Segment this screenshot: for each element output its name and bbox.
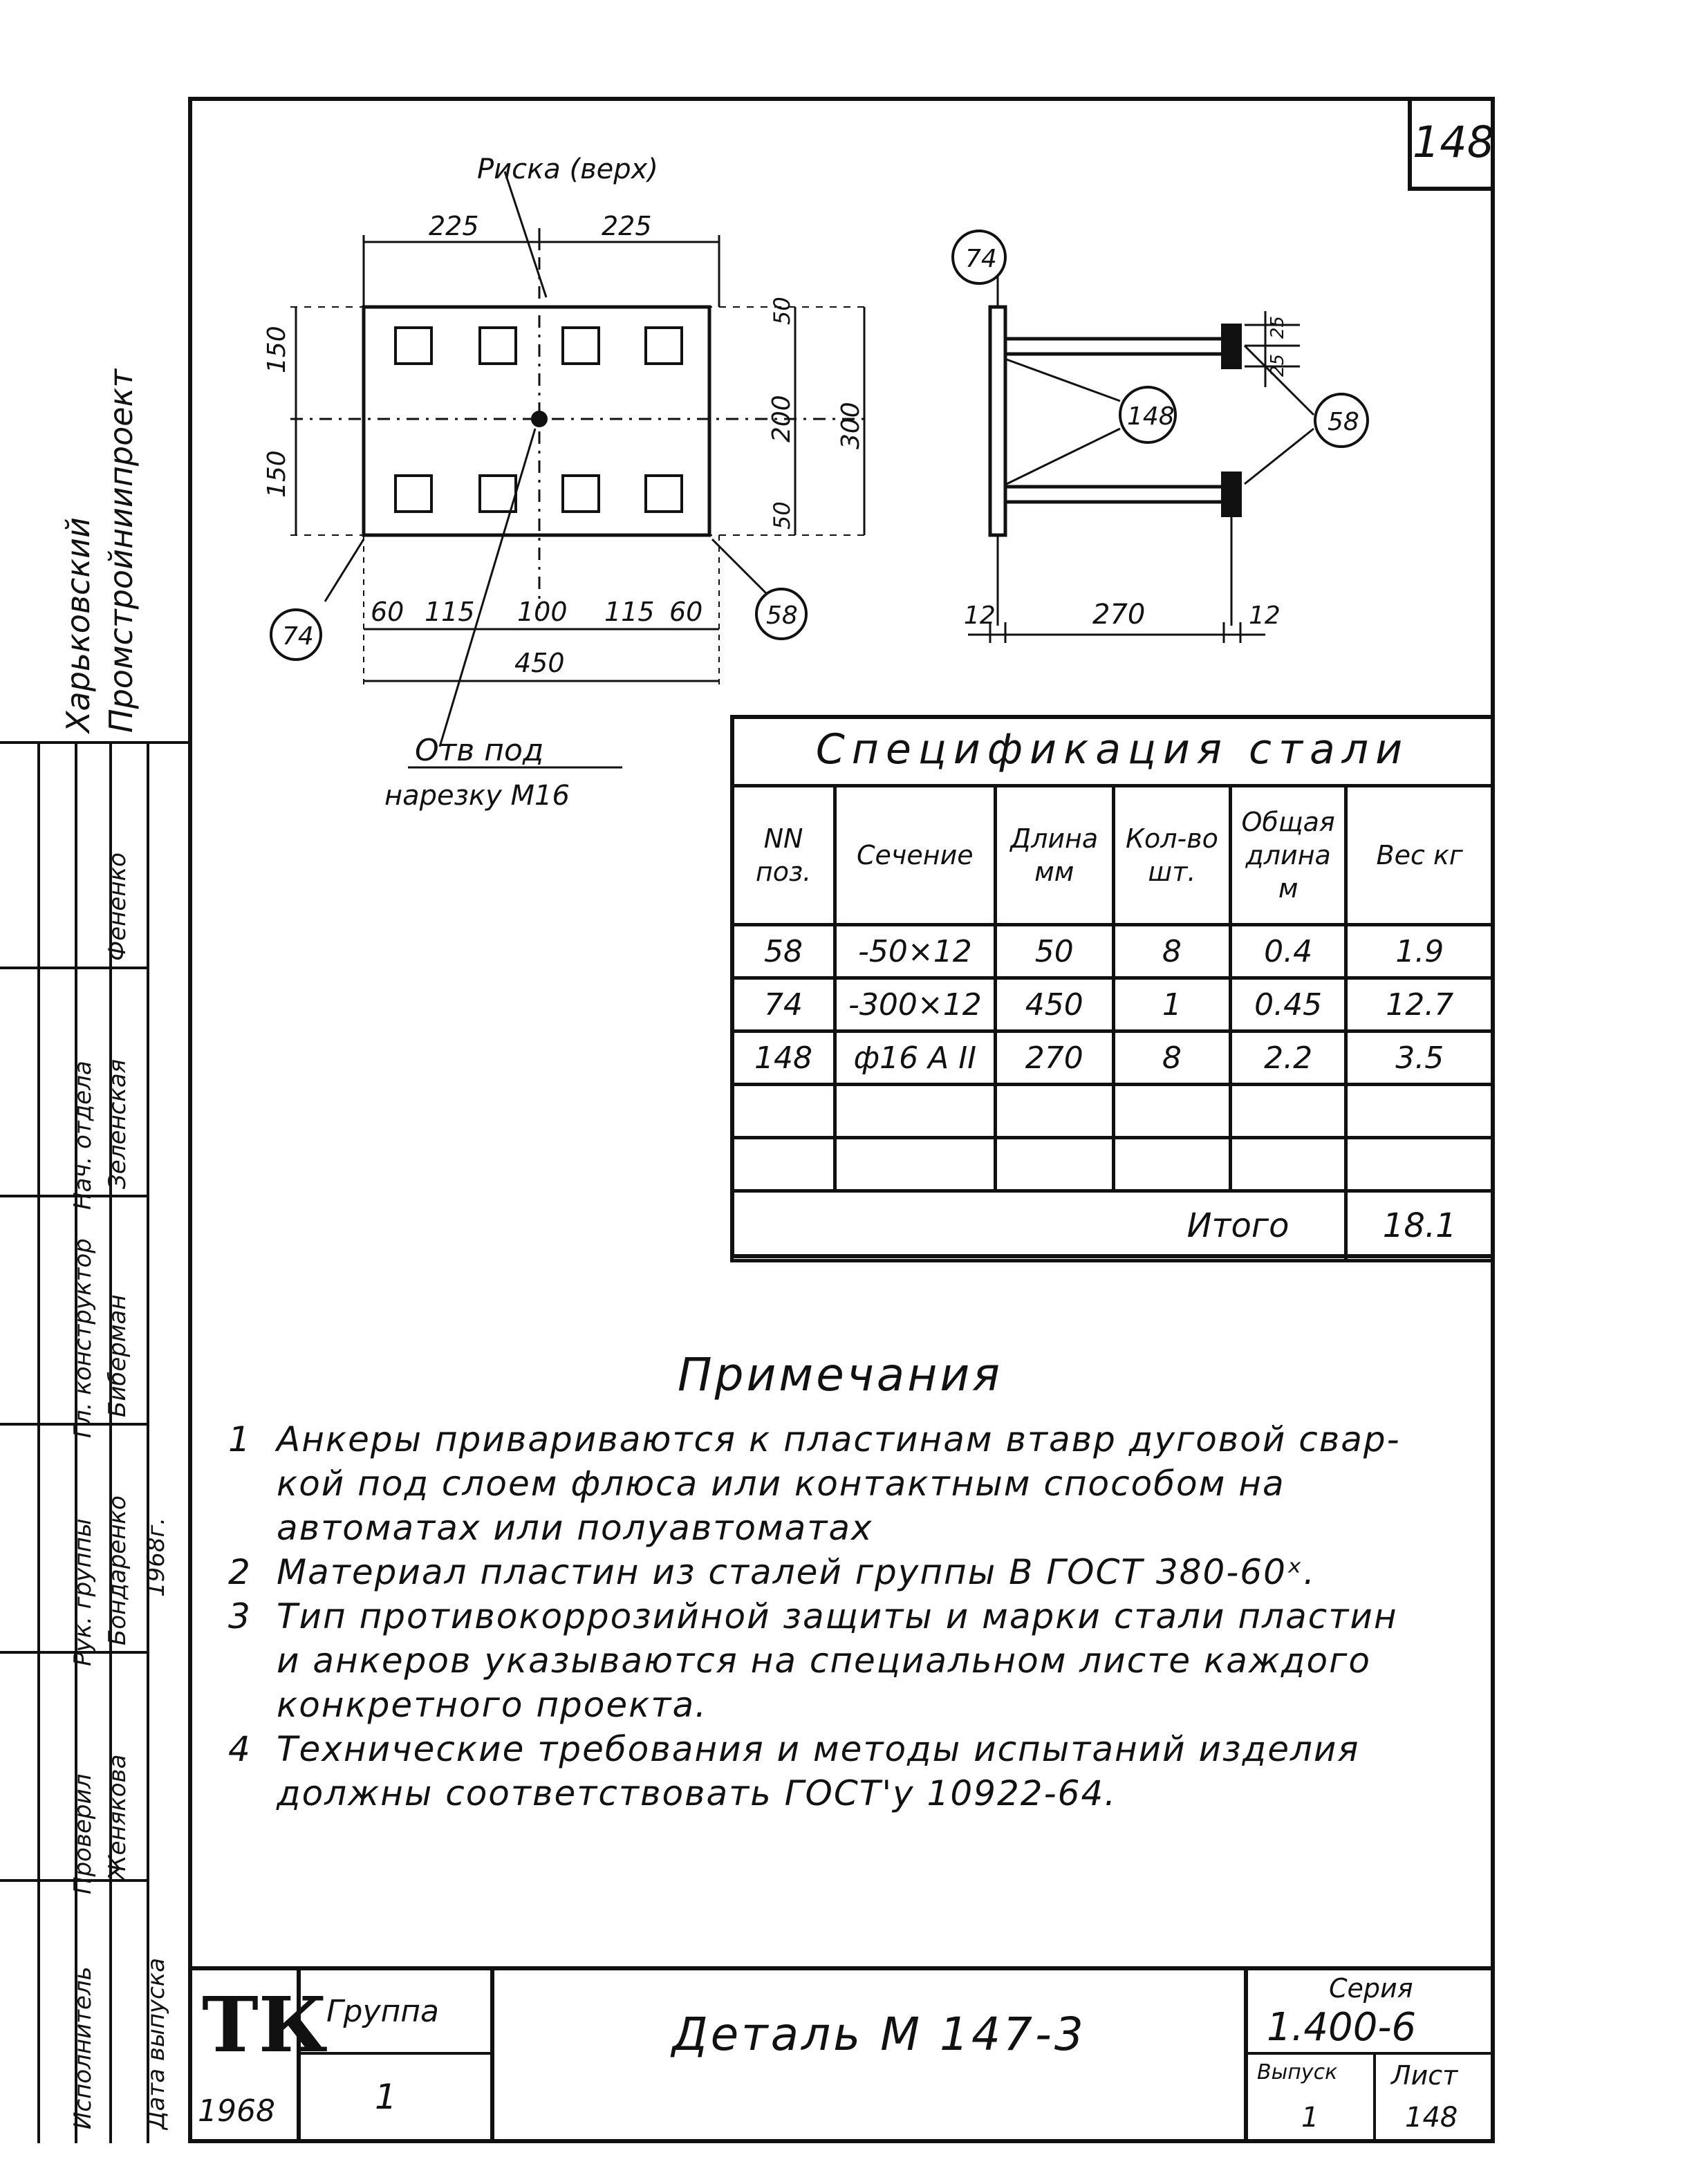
dim-right-3: 50 xyxy=(769,501,795,530)
cell xyxy=(1346,1138,1493,1191)
note-text: Анкеры привариваются к пластинам втавр дуговой свар- xyxy=(277,1419,1401,1459)
group-value: 1 xyxy=(375,2077,397,2117)
date-value: 1968г. xyxy=(142,1517,170,1597)
issue-value: 1 xyxy=(1301,2102,1319,2134)
note-number: 4 xyxy=(228,1729,252,1769)
org-name-line-1: Харьковский xyxy=(59,517,97,733)
note-text: автоматах или полуавтоматах xyxy=(277,1508,873,1548)
series-value: 1.400-6 xyxy=(1267,2005,1417,2050)
cell xyxy=(1113,1085,1230,1138)
group-label: Группа xyxy=(326,1994,439,2029)
sheet-value: 148 xyxy=(1405,2102,1458,2134)
notes-title: Примечания xyxy=(678,1348,1003,1401)
cell: 1 xyxy=(1113,978,1230,1032)
note-3 xyxy=(228,1594,1398,1639)
hole-note-1: Отв под xyxy=(415,733,544,768)
anchor-square xyxy=(563,476,599,512)
label-58-side: 58 xyxy=(1328,408,1359,436)
cell: 58 xyxy=(732,925,835,978)
note-number: 1 xyxy=(228,1419,252,1459)
issue-label: Выпуск xyxy=(1257,2060,1338,2084)
note-text: должны соответствовать ГОСТ'у 10922-64. xyxy=(277,1773,1117,1813)
dim-bottom-3: 100 xyxy=(517,597,568,627)
note-text: кой под слоем флюса или контактным способом на xyxy=(277,1464,1285,1504)
dim-right-4: 300 xyxy=(837,402,865,449)
tk-logo: ТК xyxy=(202,1980,328,2069)
cell xyxy=(995,1138,1113,1191)
sheet-label: Лист xyxy=(1391,2060,1458,2091)
note-text: Технические требования и методы испытаний изделия xyxy=(277,1729,1360,1769)
role-3: Рук. группы xyxy=(69,1518,97,1666)
dim-bottom-1: 60 xyxy=(371,597,404,627)
sheet-number: 148 xyxy=(1408,97,1495,191)
side-stamp xyxy=(0,0,188,2184)
note-text: и анкеров указываются на специальном листе каждого xyxy=(277,1641,1371,1681)
org-name-line-2: Промстройниипроект xyxy=(102,368,140,733)
cell: 50 xyxy=(995,925,1113,978)
title-block xyxy=(188,1966,1495,2143)
dim-right-2: 200 xyxy=(767,395,796,442)
note-1-line-2 xyxy=(228,1462,1285,1506)
cell: -50×12 xyxy=(835,925,995,978)
dim-side-2: 25 xyxy=(1267,353,1288,377)
dim-side-bottom-2: 270 xyxy=(1092,599,1146,631)
cell xyxy=(1113,1138,1230,1191)
table-row xyxy=(732,978,1493,1032)
drawing-title: Деталь М 147-3 xyxy=(672,2008,1086,2061)
cell: 0.45 xyxy=(1230,978,1346,1032)
note-text: Материал пластин из сталей группы В ГОСТ 380-60ˣ. xyxy=(277,1552,1316,1592)
cell: 8 xyxy=(1113,1032,1230,1085)
note-text: конкретного проекта. xyxy=(277,1685,707,1725)
cell xyxy=(835,1138,995,1191)
role-4: Проверил xyxy=(69,1773,97,1894)
total-row xyxy=(732,1191,1493,1261)
anchor-square xyxy=(395,476,431,512)
note-2 xyxy=(228,1550,1316,1594)
dim-bottom-4: 115 xyxy=(604,597,655,627)
note-3-line-3 xyxy=(228,1683,707,1727)
anchor-square xyxy=(480,476,516,512)
callout-top-text: Риска (верх) xyxy=(477,153,658,185)
dim-left-1: 150 xyxy=(263,326,291,373)
header-pos: NN поз. xyxy=(732,786,835,925)
note-1 xyxy=(228,1417,1401,1462)
note-number: 3 xyxy=(228,1596,252,1636)
dim-bottom-2: 115 xyxy=(425,597,475,627)
series-label: Серия xyxy=(1329,1973,1413,2004)
dim-right-1: 50 xyxy=(769,297,795,325)
name-5: Женякова xyxy=(104,1754,131,1880)
table-row xyxy=(732,1085,1493,1138)
cell: -300×12 xyxy=(835,978,995,1032)
table-row xyxy=(732,925,1493,978)
anchor-square xyxy=(395,328,431,364)
header-section: Сечение xyxy=(835,786,995,925)
date-label: Дата выпуска xyxy=(142,1957,170,2129)
threaded-hole xyxy=(532,412,546,426)
dim-side-bottom-3: 12 xyxy=(1249,601,1281,630)
header-weight: Вес кг xyxy=(1346,786,1493,925)
cell xyxy=(995,1085,1113,1138)
year: 1968 xyxy=(198,2093,275,2129)
cell: 8 xyxy=(1113,925,1230,978)
dim-bottom-5: 60 xyxy=(669,597,703,627)
cell xyxy=(1346,1085,1493,1138)
anchor-square xyxy=(646,328,682,364)
cell: 12.7 xyxy=(1346,978,1493,1032)
note-1-line-3 xyxy=(228,1506,873,1550)
dim-side-1: 25 xyxy=(1267,315,1288,339)
spec-grid xyxy=(730,784,1495,1262)
cell xyxy=(1230,1138,1346,1191)
total-label: Итого xyxy=(732,1191,1346,1261)
name-4: Бондаренко xyxy=(104,1495,131,1645)
spec-title: Спецификация стали xyxy=(815,725,1410,774)
note-text: Тип противокоррозийной защиты и марки стали пластин xyxy=(277,1596,1398,1636)
side-anchor-bottom xyxy=(1222,473,1240,516)
header-qty: Кол-во шт. xyxy=(1113,786,1230,925)
label-58-plan: 58 xyxy=(766,601,798,630)
header-total-length: Общая длина м xyxy=(1230,786,1346,925)
cell: 148 xyxy=(732,1032,835,1085)
name-3: Биберман xyxy=(104,1294,131,1417)
label-148-side: 148 xyxy=(1127,402,1175,431)
cell: 0.4 xyxy=(1230,925,1346,978)
cell: 1.9 xyxy=(1346,925,1493,978)
cell xyxy=(732,1085,835,1138)
side-anchor-top xyxy=(1222,325,1240,368)
note-number: 2 xyxy=(228,1552,252,1592)
label-74-plan: 74 xyxy=(282,622,314,651)
cell: 74 xyxy=(732,978,835,1032)
anchor-square xyxy=(480,328,516,364)
name-1: Фененко xyxy=(104,852,131,961)
anchor-square xyxy=(646,476,682,512)
anchor-square xyxy=(563,328,599,364)
role-1: Нач. отдела xyxy=(69,1061,97,1210)
dim-overall: 450 xyxy=(514,648,565,678)
spec-table xyxy=(730,715,1495,1258)
note-3-line-2 xyxy=(228,1639,1371,1683)
dim-top-1: 225 xyxy=(429,211,479,241)
hole-note-2: нарезку М16 xyxy=(384,780,570,812)
role-5: Исполнитель xyxy=(69,1966,97,2129)
table-row xyxy=(732,1138,1493,1191)
dim-top-2: 225 xyxy=(602,211,652,241)
stamp-grid xyxy=(0,740,188,2143)
cell xyxy=(732,1138,835,1191)
spec-header-row xyxy=(732,786,1493,925)
cell: 450 xyxy=(995,978,1113,1032)
cell: 3.5 xyxy=(1346,1032,1493,1085)
dim-side-bottom-1: 12 xyxy=(964,601,996,630)
note-4-line-2 xyxy=(228,1771,1117,1816)
cell: 2.2 xyxy=(1230,1032,1346,1085)
dim-left-2: 150 xyxy=(263,450,291,498)
cell xyxy=(835,1085,995,1138)
total-value: 18.1 xyxy=(1346,1191,1493,1261)
table-row xyxy=(732,1032,1493,1085)
header-length: Длина мм xyxy=(995,786,1113,925)
label-74-side: 74 xyxy=(965,245,997,273)
note-4 xyxy=(228,1727,1360,1771)
role-2: Гл. конструктор xyxy=(69,1238,97,1438)
cell: 270 xyxy=(995,1032,1113,1085)
cell xyxy=(1230,1085,1346,1138)
cell: ф16 А II xyxy=(835,1032,995,1085)
side-plate xyxy=(990,307,1005,535)
name-2: Зеленская xyxy=(104,1058,131,1189)
